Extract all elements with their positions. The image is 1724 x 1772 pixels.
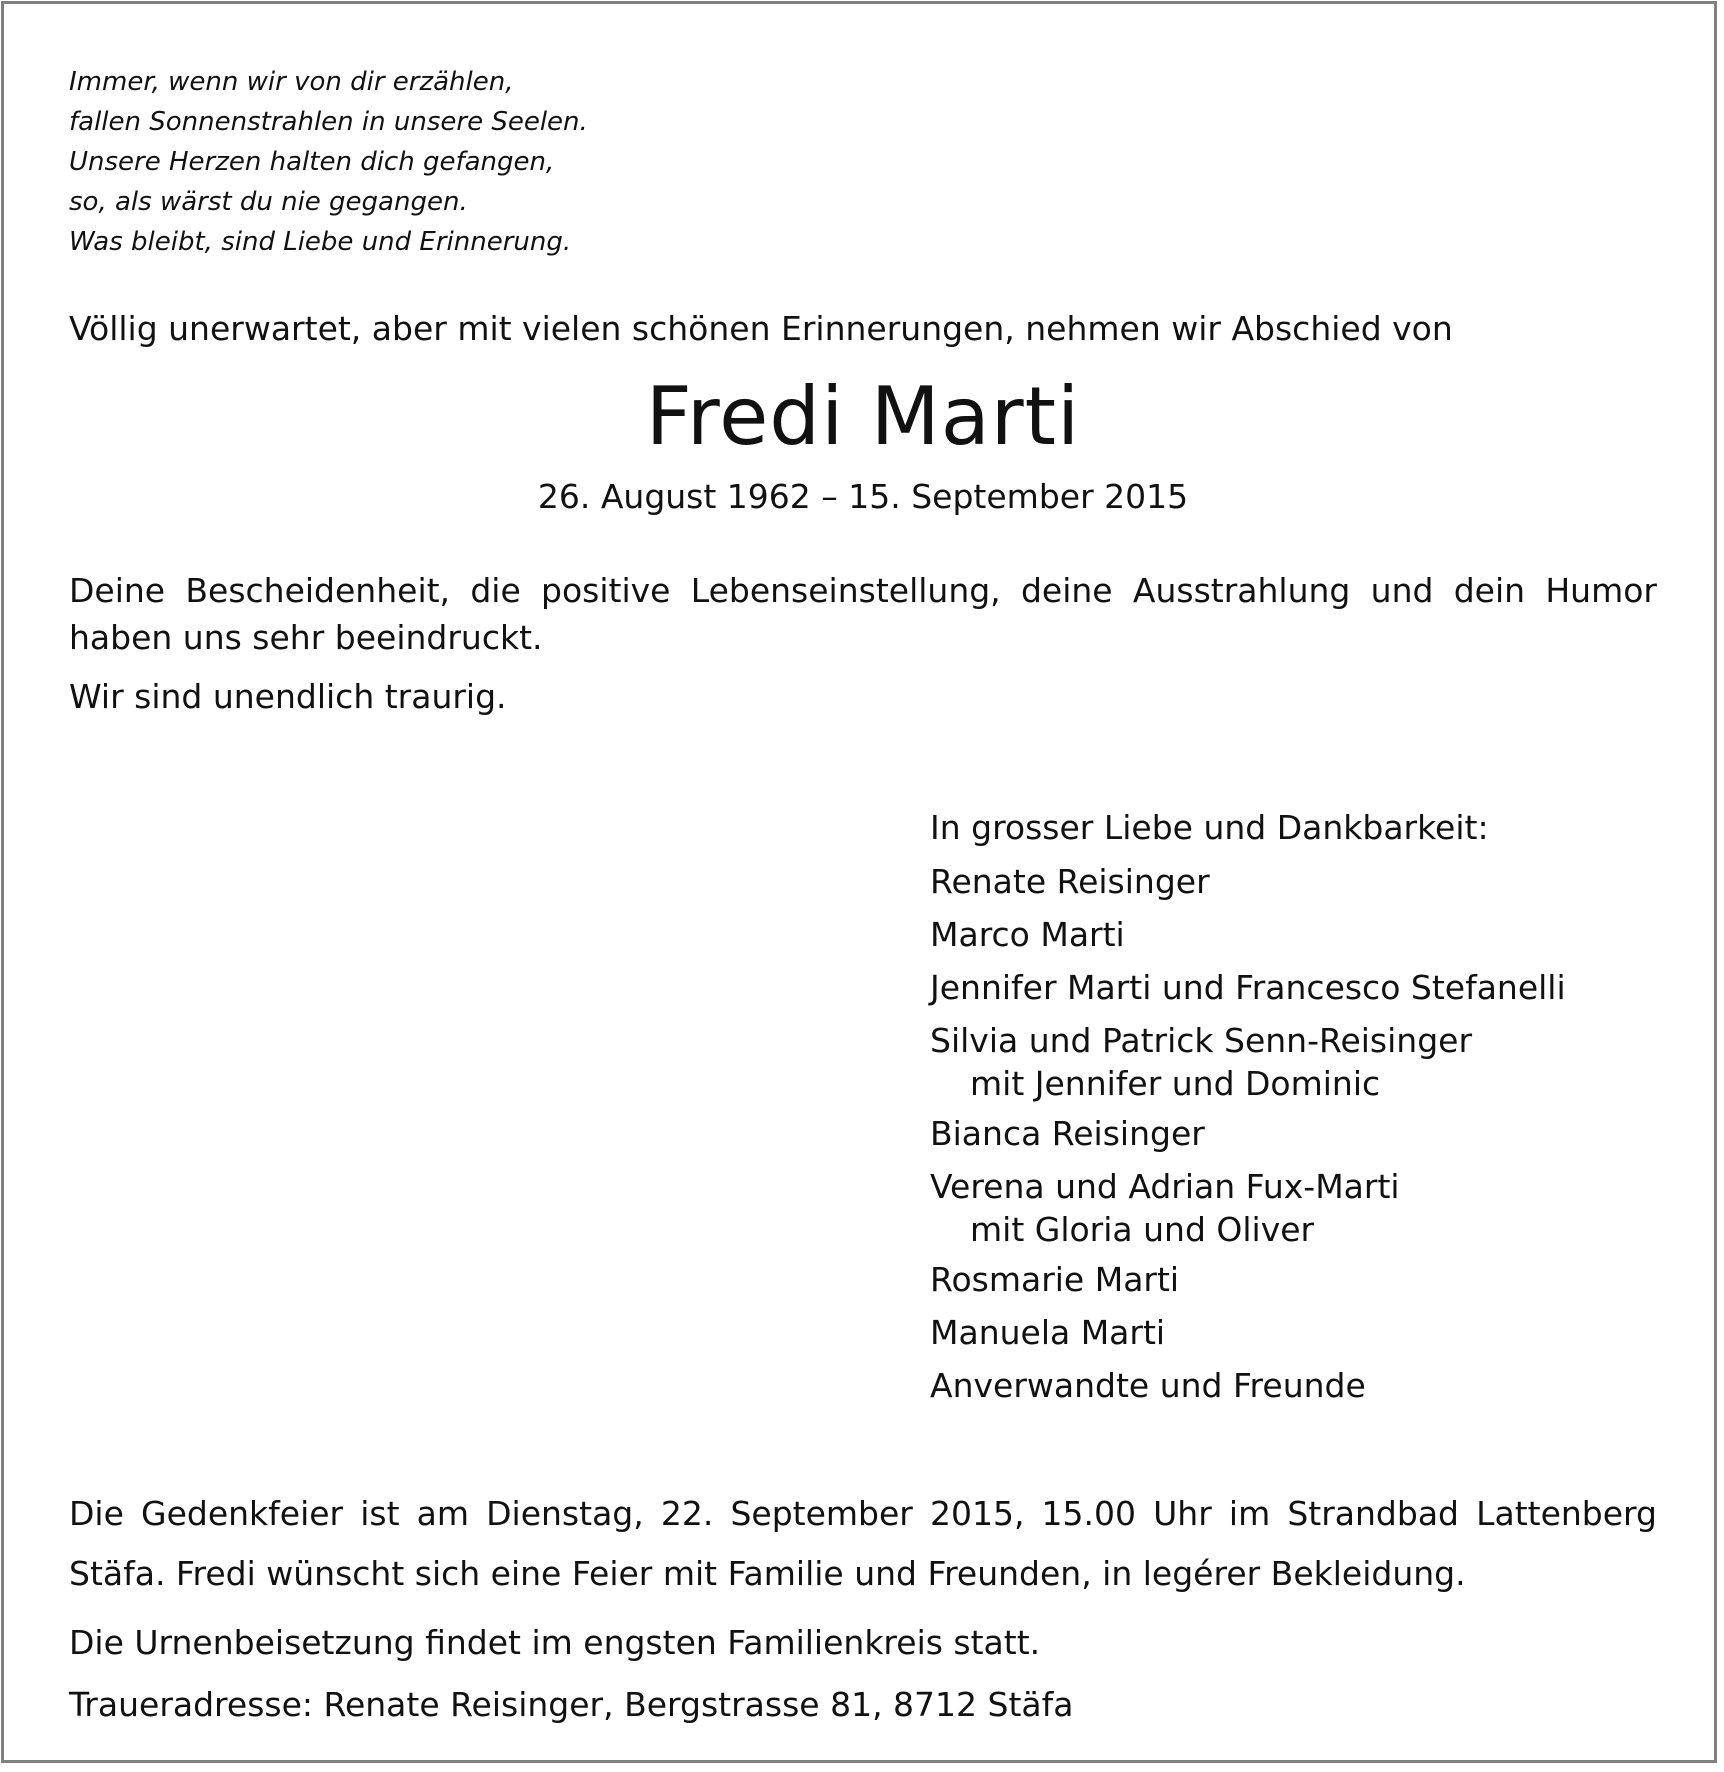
- tribute-text: Deine Bescheidenheit, die positive Lebenseinstellung, deine Ausstrahlung und dein Humor haben uns sehr beeindruckt.: [69, 571, 1657, 657]
- mourner-entry: [930, 1253, 1566, 1306]
- mourner-name: Bianca Reisinger: [930, 1114, 1205, 1153]
- sadness-text: Wir sind unendlich traurig.: [69, 677, 507, 716]
- mourner-entry: [930, 1107, 1566, 1160]
- mourner-entry: [930, 855, 1566, 908]
- mourners-heading: In grosser Liebe und Dankbarkeit:: [930, 808, 1489, 847]
- mourner-name: Anverwandte und Freunde: [930, 1366, 1366, 1405]
- footer-info: [69, 1484, 1657, 1730]
- poem-line: Immer, wenn wir von dir erzählen,: [69, 67, 514, 97]
- mourner-entry: [930, 1160, 1566, 1253]
- deceased-name: Fredi Marti: [645, 370, 1081, 463]
- burial-text: Die Urnenbeisetzung findet im engsten Familienkreis statt.: [69, 1623, 1041, 1662]
- address-text: Traueradresse: Renate Reisinger, Bergstrasse 81, 8712 Stäfa: [69, 1685, 1074, 1724]
- poem: [69, 62, 1657, 262]
- mourner-name: Rosmarie Marti: [930, 1260, 1180, 1299]
- mourner-sub: mit Gloria und Oliver: [970, 1210, 1315, 1249]
- obituary-content: [69, 62, 1657, 720]
- mourner-entry: [930, 1306, 1566, 1359]
- intro-text: Völlig unerwartet, aber mit vielen schönen Erinnerungen, nehmen wir Abschied von: [69, 309, 1453, 348]
- mourner-name: Jennifer Marti und Francesco Stefanelli: [930, 968, 1566, 1007]
- mourner-entry: [930, 961, 1566, 1014]
- mourner-name: Marco Marti: [930, 915, 1125, 954]
- poem-line: so, als wärst du nie gegangen.: [69, 187, 468, 217]
- mourner-name: Manuela Marti: [930, 1313, 1166, 1352]
- mourner-name: Silvia und Patrick Senn-Reisinger: [930, 1021, 1473, 1060]
- life-dates: 26. August 1962 – 15. September 2015: [537, 477, 1189, 516]
- poem-line: fallen Sonnenstrahlen in unsere Seelen.: [69, 107, 588, 137]
- poem-line: Unsere Herzen halten dich gefangen,: [69, 147, 555, 177]
- memorial-text: Die Gedenkfeier ist am Dienstag, 22. September 2015, 15.00 Uhr im Strandbad Lattenberg Stäfa. Fredi wünscht sich eine Feier mit Familie und Freunden, in legérer Bekleidung.: [69, 1494, 1657, 1593]
- mourner-sub: mit Jennifer und Dominic: [970, 1064, 1381, 1103]
- mourner-entry: [930, 1359, 1566, 1412]
- mourner-entry: [930, 908, 1566, 961]
- mourner-entry: [930, 1014, 1566, 1107]
- mourner-name: Verena und Adrian Fux-Marti: [930, 1167, 1400, 1206]
- poem-line: Was bleibt, sind Liebe und Erinnerung.: [69, 227, 572, 257]
- mourners-list: [930, 801, 1566, 1412]
- mourner-name: Renate Reisinger: [930, 862, 1210, 901]
